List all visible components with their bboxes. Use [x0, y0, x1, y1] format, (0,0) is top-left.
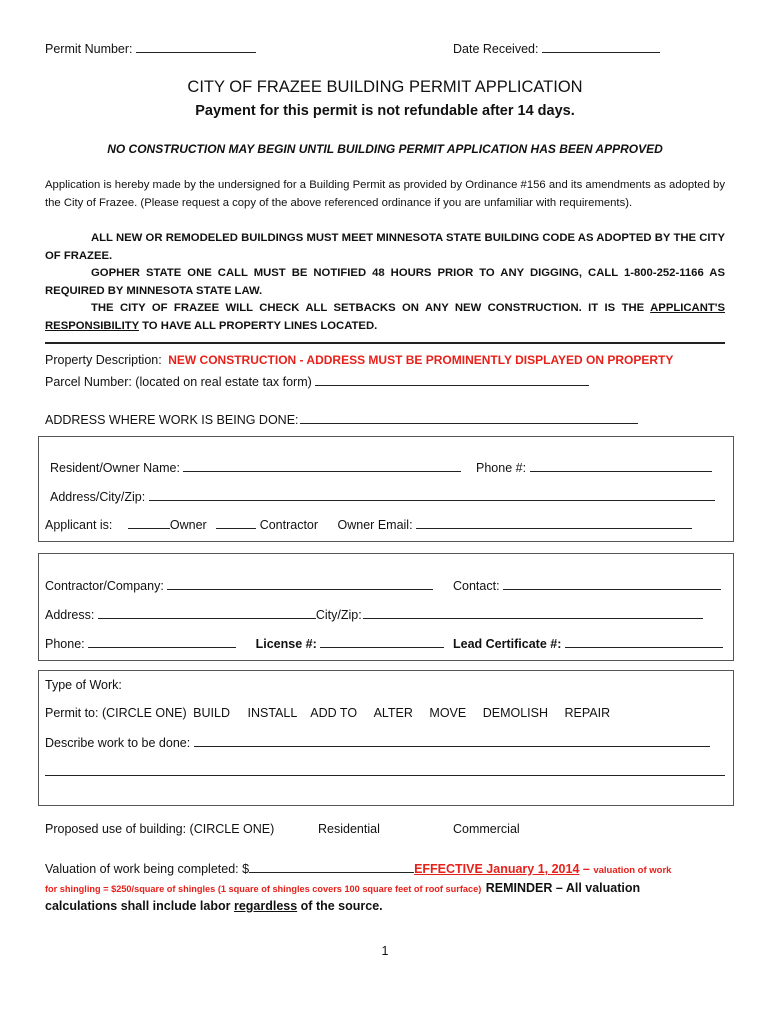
- parcel-number-label: Parcel Number: (located on real estate tax form): [45, 375, 312, 389]
- valuation-field[interactable]: [249, 860, 414, 873]
- permit-number-row: [45, 40, 256, 56]
- resident-name-label: Resident/Owner Name:: [50, 461, 180, 475]
- valuation-shingle-row: [45, 879, 640, 897]
- describe-work-line-2[interactable]: [45, 775, 725, 776]
- work-address-label: ADDRESS WHERE WORK IS BEING DONE:: [45, 413, 299, 427]
- owner-phone-label: Phone #:: [476, 461, 527, 475]
- valuation-calc-a: calculations shall include labor: [45, 899, 231, 913]
- valuation-row: [45, 860, 671, 876]
- valuation-calc-c: of the source.: [300, 899, 383, 913]
- license-label: License #:: [255, 637, 317, 651]
- work-address-row: [45, 411, 638, 427]
- contractor-address-label: Address:: [45, 608, 95, 622]
- contractor-address-field[interactable]: [98, 606, 316, 619]
- date-received-label: Date Received:: [453, 42, 539, 56]
- work-address-field[interactable]: [300, 411, 638, 424]
- proposed-use-label: Proposed use of building: (CIRCLE ONE): [45, 822, 275, 836]
- gopher-state-notice: GOPHER STATE ONE CALL MUST BE NOTIFIED 48 HOURS PRIOR TO ANY DIGGING, CALL 1-800-252-1166 AS REQUIRED BY MINNESOTA STATE LAW.: [45, 267, 725, 297]
- contractor-check-field[interactable]: [216, 516, 256, 529]
- valuation-note-a: valuation of work: [593, 865, 672, 876]
- permit-number-label: Permit Number:: [45, 42, 133, 56]
- resident-name-field[interactable]: [183, 459, 461, 472]
- valuation-effective-date: EFFECTIVE January 1, 2014: [414, 862, 580, 876]
- contractor-phone-row: [45, 635, 444, 651]
- use-commercial[interactable]: Commercial: [453, 822, 520, 836]
- valuation-calc-regardless: regardless: [233, 899, 298, 913]
- owner-option: Owner: [169, 518, 207, 532]
- lead-certificate-row: [453, 635, 723, 651]
- contractor-cityzip-field[interactable]: [363, 606, 703, 619]
- lead-certificate-field[interactable]: [565, 635, 723, 648]
- owner-address-field[interactable]: [149, 488, 715, 501]
- intro-paragraph: Application is hereby made by the undersigned for a Building Permit as provided by Ordinance #156 and its amendments as adopted by the City of Frazee. (Please request a copy of the above referenced ordinance if you are unfamiliar with requirements).: [45, 179, 725, 209]
- option-alter[interactable]: ALTER: [373, 706, 413, 720]
- use-residential[interactable]: Residential: [318, 822, 380, 836]
- owner-phone-row: [476, 459, 712, 475]
- applicant-label: Applicant is:: [45, 518, 113, 532]
- owner-phone-field[interactable]: [530, 459, 712, 472]
- option-repair[interactable]: REPAIR: [564, 706, 611, 720]
- property-description-label: Property Description:: [45, 353, 162, 367]
- type-of-work-label: Type of Work:: [45, 678, 122, 692]
- option-demolish[interactable]: DEMOLISH: [482, 706, 549, 720]
- option-build[interactable]: BUILD: [193, 706, 230, 720]
- construction-warning: NO CONSTRUCTION MAY BEGIN UNTIL BUILDING PERMIT APPLICATION HAS BEEN APPROVED: [107, 142, 663, 156]
- contractor-cityzip-label: City/Zip:: [315, 608, 362, 622]
- page-subtitle: Payment for this permit is not refundable after 14 days.: [195, 103, 575, 119]
- contractor-option: Contractor: [259, 518, 319, 532]
- describe-work-row: [45, 734, 710, 750]
- contractor-phone-field[interactable]: [88, 635, 236, 648]
- permit-to-label: Permit to: (CIRCLE ONE): [45, 706, 187, 720]
- valuation-shingle-note: for shingling = $250/square of shingles (1 square of shingles covers 100 square feet of roof surface): [45, 884, 482, 894]
- date-received-row: [453, 40, 660, 56]
- setbacks-responsibility: APPLICANT'S RESPONSIBILITY: [45, 302, 725, 332]
- setbacks-text-a: THE CITY OF FRAZEE WILL CHECK ALL SETBACKS ON ANY NEW CONSTRUCTION. IT IS THE: [91, 302, 645, 314]
- owner-address-row: [50, 488, 715, 504]
- owner-email-label: Owner Email:: [337, 518, 413, 532]
- permit-to-row: [45, 706, 610, 720]
- contractor-company-row: [45, 577, 433, 593]
- valuation-dash: –: [582, 862, 590, 876]
- applicant-row: [45, 516, 692, 532]
- owner-check-field[interactable]: [128, 516, 170, 529]
- contractor-company-field[interactable]: [167, 577, 433, 590]
- license-field[interactable]: [320, 635, 444, 648]
- describe-work-label: Describe work to be done:: [45, 736, 191, 750]
- setbacks-text-c: TO HAVE ALL PROPERTY LINES LOCATED.: [142, 319, 378, 332]
- contractor-contact-row: [453, 577, 721, 593]
- valuation-calc-row: [45, 899, 383, 913]
- permit-number-field[interactable]: [136, 40, 256, 53]
- setbacks-notice: [45, 300, 725, 335]
- property-description-row: [45, 353, 673, 367]
- contractor-contact-field[interactable]: [503, 577, 721, 590]
- resident-name-row: [50, 459, 461, 475]
- contractor-address-row: [45, 606, 703, 622]
- describe-work-field[interactable]: [194, 734, 710, 747]
- option-move[interactable]: MOVE: [429, 706, 467, 720]
- contractor-phone-label: Phone:: [45, 637, 85, 651]
- parcel-number-row: [45, 373, 589, 389]
- owner-email-field[interactable]: [416, 516, 692, 529]
- contractor-contact-label: Contact:: [453, 579, 500, 593]
- owner-address-label: Address/City/Zip:: [50, 490, 146, 504]
- page-number: 1: [381, 944, 389, 958]
- option-install[interactable]: INSTALL: [247, 706, 297, 720]
- parcel-number-field[interactable]: [315, 373, 589, 386]
- valuation-label: Valuation of work being completed: $: [45, 862, 250, 876]
- contractor-company-label: Contractor/Company:: [45, 579, 164, 593]
- property-description-note: NEW CONSTRUCTION - ADDRESS MUST BE PROMINENTLY DISPLAYED ON PROPERTY: [168, 353, 674, 367]
- page-title: CITY OF FRAZEE BUILDING PERMIT APPLICATION: [187, 78, 583, 96]
- option-add-to[interactable]: ADD TO: [310, 706, 358, 720]
- valuation-reminder: REMINDER – All valuation: [485, 881, 641, 895]
- building-code-notice: ALL NEW OR REMODELED BUILDINGS MUST MEET MINNESOTA STATE BUILDING CODE AS ADOPTED BY THE CITY OF FRAZEE.: [45, 232, 725, 262]
- date-received-field[interactable]: [542, 40, 660, 53]
- lead-certificate-label: Lead Certificate #:: [453, 637, 562, 651]
- section-divider: [45, 342, 725, 344]
